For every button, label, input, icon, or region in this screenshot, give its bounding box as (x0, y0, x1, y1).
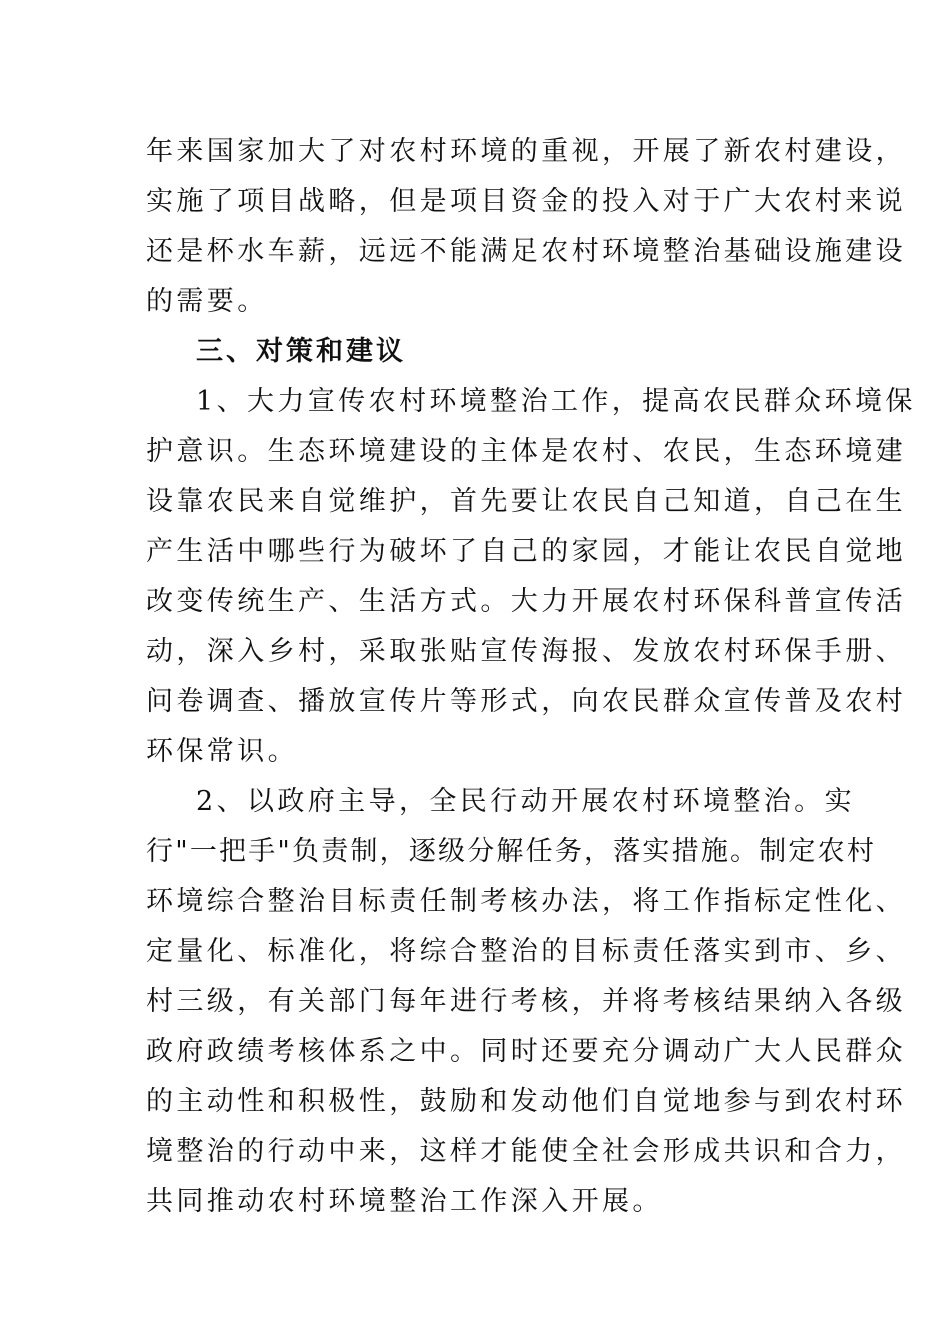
paragraph-line: 产生活中哪些行为破坏了自己的家园，才能让农民自觉地 (146, 536, 906, 567)
paragraph-line: 问卷调查、播放宣传片等形式，向农民群众宣传普及农村 (146, 686, 906, 717)
paragraph-line: 还是杯水车薪，远远不能满足农村环境整治基础设施建设 (146, 236, 906, 267)
paragraph-line: 定量化、标准化，将综合整治的目标责任落实到市、乡、 (146, 936, 906, 967)
paragraph-line: 改变传统生产、生活方式。大力开展农村环保科普宣传活 (146, 586, 906, 617)
paragraph-line: 动，深入乡村，采取张贴宣传海报、发放农村环保手册、 (146, 636, 906, 667)
paragraph-line: 的需要。 (146, 286, 268, 317)
paragraph-line: 设靠农民来自觉维护，首先要让农民自己知道，自己在生 (146, 486, 906, 517)
paragraph-line: 的主动性和积极性，鼓励和发动他们自觉地参与到农村环 (146, 1086, 906, 1117)
paragraph-line: 行"一把手"负责制，逐级分解任务，落实措施。制定农村 (146, 836, 877, 867)
paragraph-line: 实施了项目战略，但是项目资金的投入对于广大农村来说 (146, 186, 906, 217)
paragraph-line: 村三级，有关部门每年进行考核，并将考核结果纳入各级 (146, 986, 906, 1017)
paragraph-line: 2、以政府主导，全民行动开展农村环境整治。实 (196, 786, 855, 817)
paragraph-line: 政府政绩考核体系之中。同时还要充分调动广大人民群众 (146, 1036, 906, 1067)
paragraph-line: 环境综合整治目标责任制考核办法，将工作指标定性化、 (146, 886, 906, 917)
paragraph-line: 共同推动农村环境整治工作深入开展。 (146, 1186, 663, 1217)
paragraph-line: 境整治的行动中来，这样才能使全社会形成共识和合力， (146, 1136, 906, 1167)
section-heading: 三、对策和建议 (196, 336, 406, 367)
paragraph-line: 年来国家加大了对农村环境的重视，开展了新农村建设， (146, 136, 906, 167)
paragraph-line: 1、大力宣传农村环境整治工作，提高农民群众环境保 (196, 386, 916, 417)
paragraph-line: 环保常识。 (146, 736, 298, 767)
paragraph-line: 护意识。生态环境建设的主体是农村、农民，生态环境建 (146, 436, 906, 467)
